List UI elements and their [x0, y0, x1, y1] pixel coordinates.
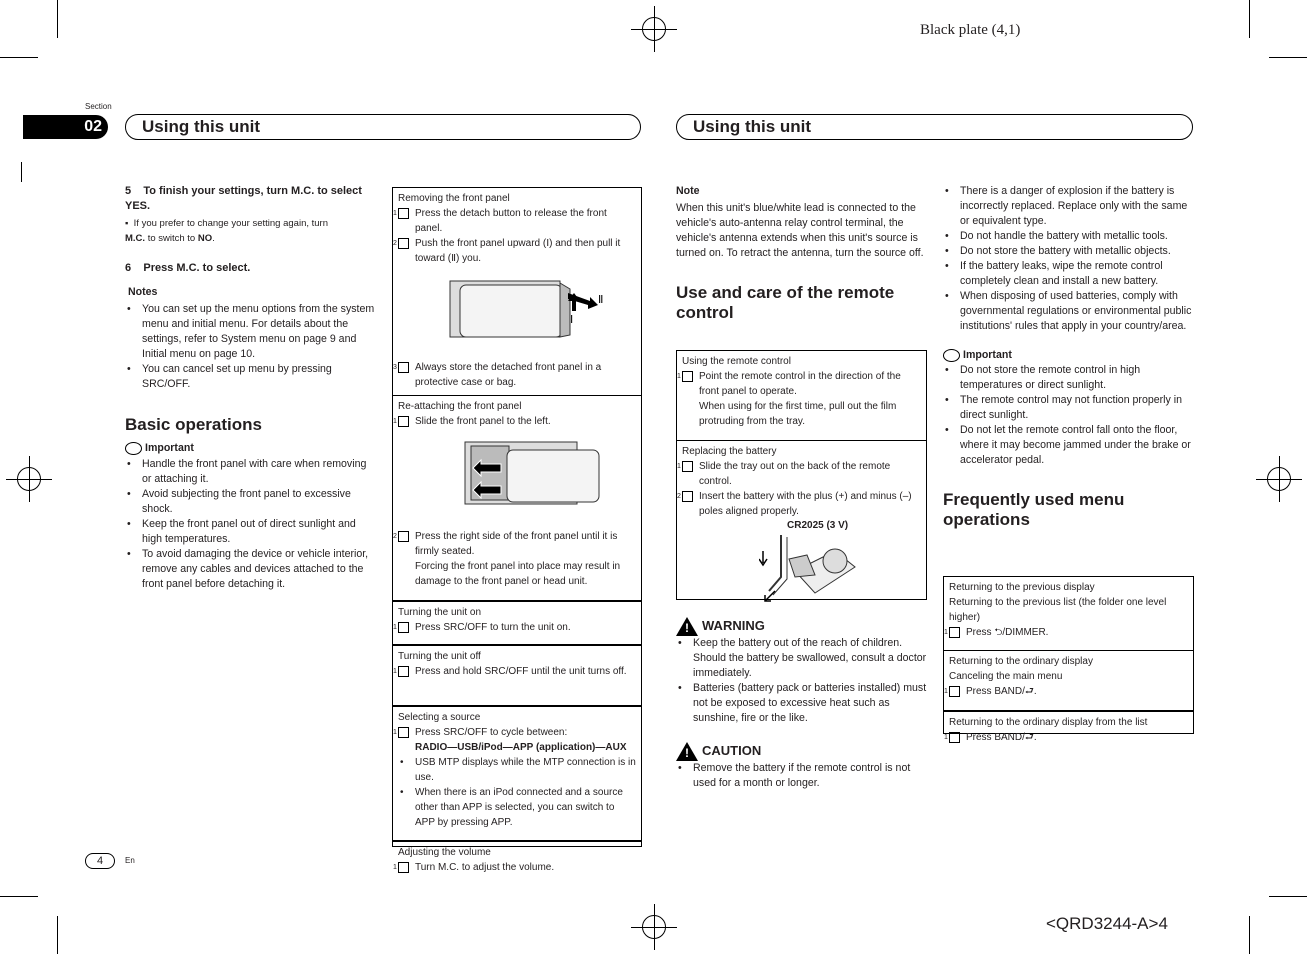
procedure-title: Replacing the battery — [682, 446, 777, 457]
note-bold: NO — [197, 233, 213, 244]
step-text: Press ⮌/DIMMER. — [966, 627, 1049, 638]
crop-mark — [0, 896, 38, 897]
crop-mark — [1269, 896, 1307, 897]
warning-heading — [676, 617, 928, 636]
list-item: • Keep the battery out of the reach of children. Should the battery be swallowed, consult a doctor immediately. — [676, 636, 928, 681]
battery-safety-list — [943, 184, 1195, 334]
step-text: Press SRC/OFF to cycle between: — [415, 727, 568, 738]
important-label: Important — [963, 349, 1012, 361]
plate-label: Black plate (4,1) — [920, 22, 1021, 38]
procedure-step — [393, 360, 636, 390]
warning-icon: ! — [676, 617, 698, 636]
procedure-title: Removing the front panel — [398, 193, 510, 204]
panel-removal-illustration — [448, 275, 613, 343]
step-detail: When using for the first time, pull out the film protruding from the tray. — [699, 401, 897, 427]
list-item: • When disposing of used batteries, comply with governmental regulations or environmental public institutions' rules that apply in your country/area. — [943, 289, 1195, 334]
list-item: • You can set up the menu options from the system menu and initial menu. For details about the settings, refer to System menu on page 9 and Initial menu on page 10. — [125, 302, 377, 362]
label-I: Ⅰ — [570, 314, 574, 326]
step-text: Always store the detached front panel in a protective case or bag. — [415, 362, 602, 388]
procedure-title: Turning the unit off — [398, 651, 481, 662]
step-number-box: 2 — [682, 491, 693, 502]
step-number-box: 2 — [398, 531, 409, 542]
important-heading — [125, 441, 377, 456]
list-item: • Handle the front panel with care when removing or attaching it. — [125, 457, 377, 487]
note-text: to switch to — [145, 233, 198, 244]
important-label: Important — [145, 442, 194, 454]
op-title: Returning to the ordinary display — [949, 656, 1093, 667]
crop-mark — [57, 0, 58, 38]
heading-basic-operations: Basic operations — [125, 415, 262, 434]
battery-label: CR2025 (3 V) — [787, 520, 849, 531]
side-tick — [21, 162, 22, 182]
important-icon — [943, 349, 960, 362]
step-text: Press and hold SRC/OFF until the unit turns off. — [415, 666, 627, 677]
step-number-box: 1 — [949, 686, 960, 697]
caution-icon: ! — [676, 742, 698, 761]
freq-op-previous — [944, 577, 1193, 650]
note-text: When this unit's blue/white lead is connected to the vehicle's auto-antenna relay control terminal, the vehicle's antenna extends when this unit's source is turned on. To retract the antenna, turn the source off. — [676, 202, 924, 259]
language-label: En — [125, 856, 135, 865]
procedure-title: Adjusting the volume — [398, 847, 491, 858]
list-item: • The remote control may not function properly in direct sunlight. — [943, 393, 1195, 423]
source-notes — [398, 755, 636, 830]
frequent-ops-box — [943, 576, 1194, 743]
step-number-box: 1 — [398, 208, 409, 219]
procedure-step — [393, 529, 636, 589]
note-bold: M.C. — [125, 233, 146, 244]
procedure-title: Re-attaching the front panel — [398, 401, 522, 412]
crop-mark — [1249, 0, 1250, 38]
note-title: Note — [676, 185, 700, 197]
procedure-title: Turning the unit on — [398, 607, 482, 618]
source-cycle: RADIO—USB/iPod—APP (application)—AUX — [415, 742, 627, 753]
step-number-box: 1 — [949, 732, 960, 743]
step-text: Insert the battery with the plus (+) and minus (–) poles aligned properly. — [699, 491, 912, 517]
list-item: • Do not store the remote control in high temperatures or direct sunlight. — [943, 363, 1195, 393]
heading-frequent-operations: Frequently used menu operations — [943, 490, 1125, 529]
procedure-step — [393, 206, 636, 236]
selecting-source — [393, 705, 641, 840]
step-text: Slide the front panel to the left. — [415, 416, 551, 427]
step-text: Slide the tray out on the back of the remote control. — [699, 461, 891, 487]
turning-on — [393, 600, 641, 644]
registration-mark — [642, 17, 666, 41]
warnings — [676, 617, 928, 791]
turning-off — [393, 644, 641, 705]
step-number-box: 1 — [398, 666, 409, 677]
heading-remote-control: Use and care of the remote control — [676, 283, 895, 322]
step-text: To finish your settings, turn M.C. to select YES. — [125, 185, 362, 212]
step-number-box: 1 — [682, 371, 693, 382]
list-item: • Remove the battery if the remote control is not used for a month or longer. — [676, 761, 928, 791]
step-number-box: 1 — [398, 727, 409, 738]
page-number: 4 — [85, 853, 115, 869]
step-number-box: 1 — [398, 862, 409, 873]
step-detail: Forcing the front panel into place may result in damage to the front panel or head unit. — [415, 561, 621, 587]
list-item: • Do not store the battery with metallic objects. — [943, 244, 1195, 259]
step-number-box: 1 — [949, 627, 960, 638]
procedure-step — [393, 414, 636, 429]
square-bullet-icon: ▪ — [125, 218, 129, 229]
panel-reattach-illustration — [463, 438, 603, 512]
procedure-step — [393, 236, 636, 266]
step-number-box: 1 — [682, 461, 693, 472]
crop-mark — [1249, 916, 1250, 954]
crop-mark — [57, 916, 58, 954]
step-text: Press the detach button to release the front panel. — [415, 208, 607, 234]
list-item: • To avoid damaging the device or vehicle interior, remove any cables and devices attached to the front panel before detaching it. — [125, 547, 377, 592]
step-number-box: 1 — [398, 622, 409, 633]
step-text: Press the right side of the front panel until it is firmly seated. — [415, 531, 618, 557]
step-number-box: 3 — [398, 362, 409, 373]
procedure-title: Using the remote control — [682, 356, 791, 367]
step-number: 6 — [125, 262, 132, 274]
op-subtitle: Returning to the previous list (the folder one level higher) — [949, 597, 1167, 623]
list-item: • Avoid subjecting the front panel to excessive shock. — [125, 487, 377, 517]
warning-list — [676, 636, 928, 726]
warning-label: WARNING — [702, 617, 765, 633]
removing-front-panel — [393, 188, 641, 395]
step-6 — [125, 261, 377, 276]
label-II: Ⅱ — [598, 294, 604, 306]
notes-title: Notes — [128, 286, 158, 298]
list-item: • USB MTP displays while the MTP connection is in use. — [398, 755, 636, 785]
battery-illustration — [759, 531, 859, 603]
freq-op-from-list — [944, 710, 1193, 754]
step-text: Turn M.C. to adjust the volume. — [415, 862, 555, 873]
crop-mark — [0, 57, 38, 58]
notes-list — [125, 302, 377, 392]
op-title: Returning to the ordinary display from the list — [949, 717, 1148, 728]
registration-mark — [1267, 467, 1291, 491]
list-item: • You can cancel set up menu by pressing SRC/OFF. — [125, 362, 377, 392]
step-number-box: 2 — [398, 238, 409, 249]
op-title: Returning to the previous display — [949, 582, 1095, 593]
step-5-note: ▪ If you prefer to change your setting again, turn M.C. to switch to NO. — [125, 218, 328, 244]
replacing-battery — [677, 440, 926, 612]
crop-mark — [1269, 57, 1307, 58]
section-number-badge: 02 — [23, 115, 108, 139]
step-text: Press BAND/⮐. — [966, 732, 1037, 743]
op-subtitle: Canceling the main menu — [949, 671, 1063, 682]
step-text: Press BAND/⮐. — [966, 686, 1037, 697]
section-banner-right: Using this unit — [676, 114, 1193, 140]
remote-box — [676, 350, 927, 600]
note-text: If you prefer to change your setting again, turn — [133, 218, 328, 229]
caution-label: CAUTION — [702, 742, 762, 758]
freq-op-ordinary — [944, 650, 1193, 710]
important-list — [943, 363, 1195, 468]
reattaching-front-panel — [393, 395, 641, 600]
step-5 — [125, 184, 377, 214]
section-label: Section — [85, 102, 112, 111]
important-list — [125, 457, 377, 592]
step-number-box: 1 — [398, 416, 409, 427]
list-item: • Batteries (battery pack or batteries installed) must not be exposed to excessive heat such as sunshine, fire or the like. — [676, 681, 928, 726]
list-item: • Do not let the remote control fall onto the floor, where it may become jammed under the brake or accelerator pedal. — [943, 423, 1195, 468]
procedure-box — [392, 187, 642, 873]
column-1 — [125, 184, 377, 592]
step-text: Press M.C. to select. — [143, 262, 251, 274]
step-text: Push the front panel upward (Ⅰ) and then pull it toward (Ⅱ) you. — [415, 238, 621, 264]
list-item: • Do not handle the battery with metallic tools. — [943, 229, 1195, 244]
list-item: • If the battery leaks, wipe the remote control completely clean and install a new battery. — [943, 259, 1195, 289]
section-banner-left: Using this unit — [125, 114, 641, 140]
step-text: Point the remote control in the direction of the front panel to operate. — [699, 371, 901, 397]
registration-mark — [17, 467, 41, 491]
list-item: • When there is an iPod connected and a source other than APP is selected, you can switch to APP by pressing APP. — [398, 785, 636, 830]
important-heading — [943, 348, 1195, 363]
using-remote — [677, 351, 926, 440]
document-code: <QRD3244-A>4 — [1046, 914, 1168, 933]
column-3 — [676, 184, 928, 323]
caution-list — [676, 761, 928, 791]
list-item: • Keep the front panel out of direct sunlight and high temperatures. — [125, 517, 377, 547]
registration-mark — [642, 915, 666, 939]
step-text: Press SRC/OFF to turn the unit on. — [415, 622, 571, 633]
caution-heading — [676, 742, 928, 761]
procedure-title: Selecting a source — [398, 712, 481, 723]
step-number: 5 — [125, 185, 132, 197]
important-icon — [125, 442, 142, 455]
list-item: • There is a danger of explosion if the battery is incorrectly replaced. Replace only with the same or equivalent type. — [943, 184, 1195, 229]
column-4 — [943, 184, 1195, 530]
adjusting-volume — [393, 840, 641, 884]
